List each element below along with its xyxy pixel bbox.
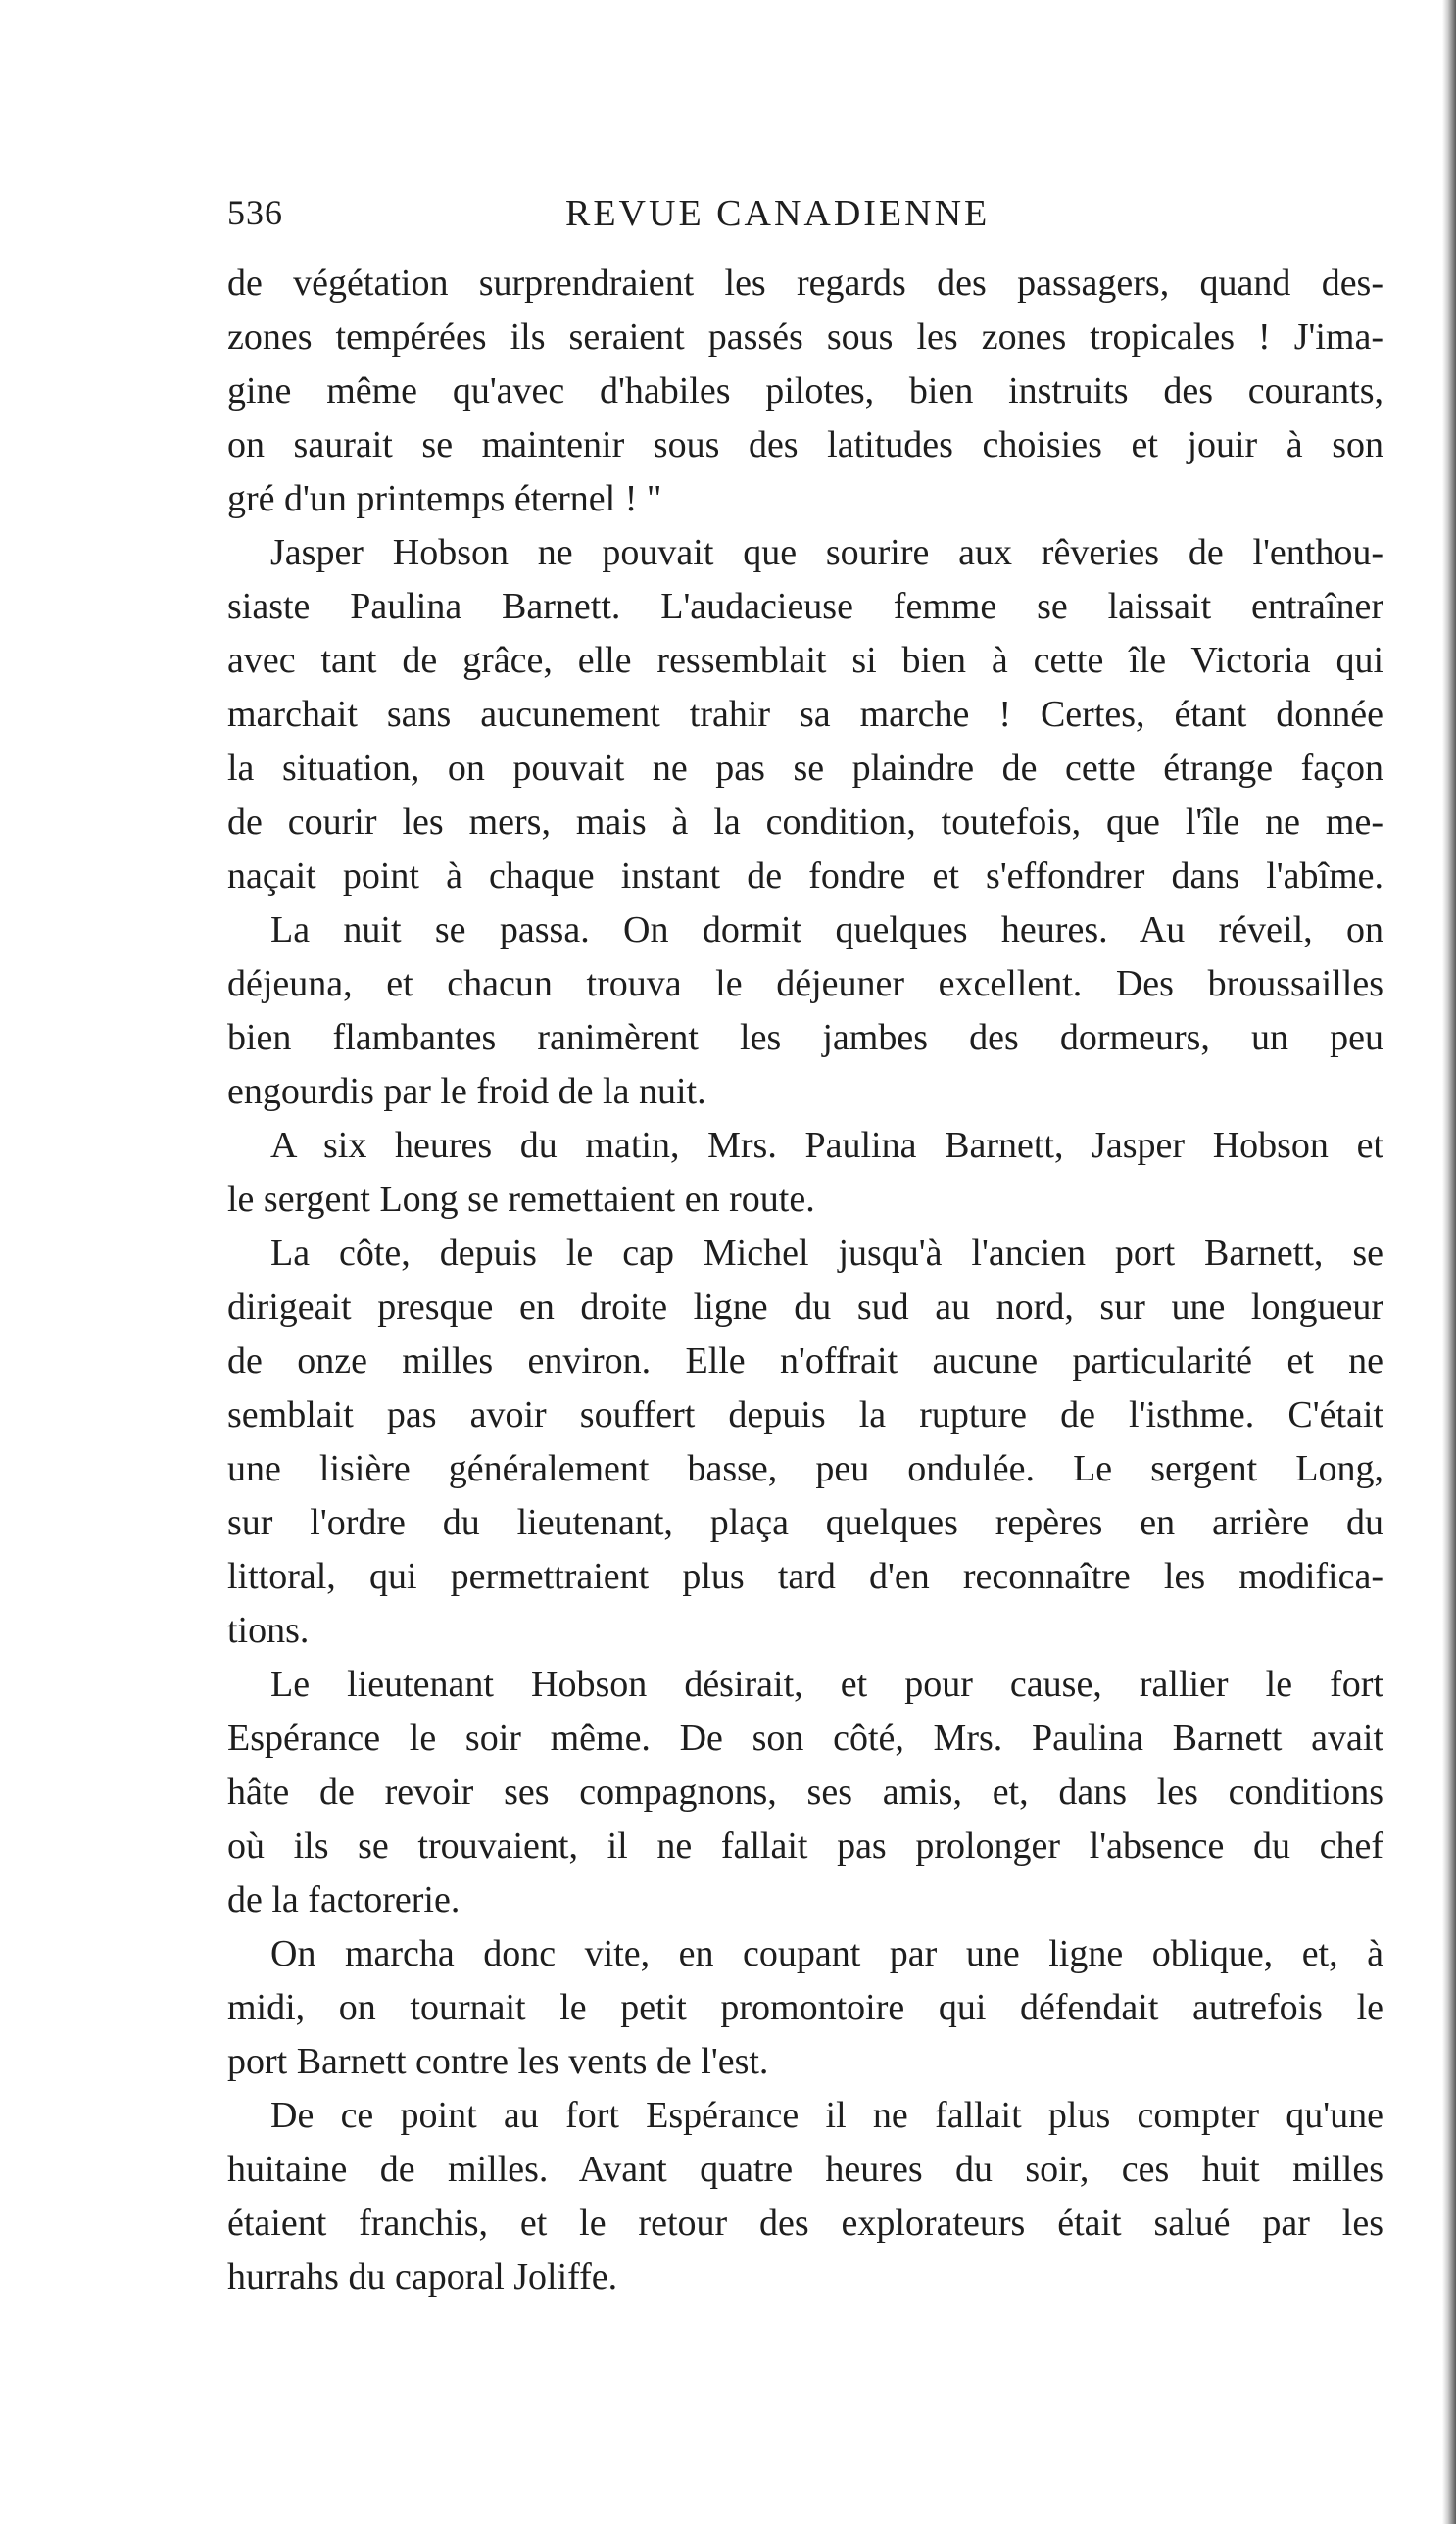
text-line: bien flambantes ranimèrent les jambes des dormeurs, un peu bbox=[227, 1017, 1383, 1058]
text-line: sur l'ordre du lieutenant, plaça quelques repères en arrière du bbox=[227, 1502, 1383, 1543]
text-line: siaste Paulina Barnett. L'audacieuse femme se laissait entraîner bbox=[227, 586, 1383, 627]
text-line: zones tempérées ils seraient passés sous les zones tropicales ! J'ima- bbox=[227, 316, 1383, 358]
text-line: De ce point au fort Espérance il ne fallait plus compter qu'une bbox=[270, 2095, 1383, 2136]
text-line: où ils se trouvaient, il ne fallait pas prolonger l'absence du chef bbox=[227, 1825, 1383, 1867]
text-line: Le lieutenant Hobson désirait, et pour cause, rallier le fort bbox=[270, 1664, 1383, 1705]
text-line: La nuit se passa. On dormit quelques heures. Au réveil, on bbox=[270, 909, 1383, 950]
text-line: naçait point à chaque instant de fondre et s'effondrer dans l'abîme. bbox=[227, 855, 1383, 897]
text-line: de onze milles environ. Elle n'offrait aucune particularité et ne bbox=[227, 1340, 1383, 1382]
text-line: Espérance le soir même. De son côté, Mrs. Paulina Barnett avait bbox=[227, 1718, 1383, 1759]
text-line: de la factorerie. bbox=[227, 1879, 461, 1920]
text-line: marchait sans aucunement trahir sa marche ! Certes, étant donnée bbox=[227, 694, 1383, 735]
body-text bbox=[227, 257, 1383, 2305]
text-line: gré d'un printemps éternel ! " bbox=[227, 478, 662, 519]
text-line: dirigeait presque en droite ligne du sud au nord, sur une longueur bbox=[227, 1286, 1383, 1328]
text-line: midi, on tournait le petit promontoire qui défendait autrefois le bbox=[227, 1987, 1383, 2028]
text-line: engourdis par le froid de la nuit. bbox=[227, 1071, 706, 1112]
text-line: Jasper Hobson ne pouvait que sourire aux rêveries de l'enthou- bbox=[270, 532, 1383, 573]
text-line: hâte de revoir ses compagnons, ses amis, et, dans les conditions bbox=[227, 1772, 1383, 1813]
journal-title: REVUE CANADIENNE bbox=[565, 193, 991, 234]
text-line: A six heures du matin, Mrs. Paulina Barnett, Jasper Hobson et bbox=[270, 1125, 1383, 1166]
text-line: une lisière généralement basse, peu ondulée. Le sergent Long, bbox=[227, 1448, 1383, 1489]
text-line: port Barnett contre les vents de l'est. bbox=[227, 2041, 769, 2082]
text-line: gine même qu'avec d'habiles pilotes, bien instruits des courants, bbox=[227, 370, 1383, 412]
text-line: étaient franchis, et le retour des explorateurs était salué par les bbox=[227, 2203, 1383, 2244]
running-head bbox=[227, 192, 1011, 251]
text-line: le sergent Long se remettaient en route. bbox=[227, 1179, 815, 1220]
text-line: littoral, qui permettraient plus tard d'en reconnaître les modifica- bbox=[227, 1556, 1383, 1597]
page-number: 536 bbox=[227, 193, 283, 232]
text-line: La côte, depuis le cap Michel jusqu'à l'ancien port Barnett, se bbox=[270, 1233, 1383, 1274]
text-line: avec tant de grâce, elle ressemblait si bien à cette île Victoria qui bbox=[227, 640, 1383, 681]
text-line: de courir les mers, mais à la condition, toutefois, que l'île ne me- bbox=[227, 801, 1383, 843]
text-line: on saurait se maintenir sous des latitudes choisies et jouir à son bbox=[227, 424, 1383, 465]
text-line: tions. bbox=[227, 1610, 310, 1651]
text-line: déjeuna, et chacun trouva le déjeuner excellent. Des broussailles bbox=[227, 963, 1383, 1004]
text-line: de végétation surprendraient les regards des passagers, quand des- bbox=[227, 263, 1383, 304]
text-line: semblait pas avoir souffert depuis la rupture de l'isthme. C'était bbox=[227, 1394, 1383, 1435]
text-line: hurrahs du caporal Joliffe. bbox=[227, 2257, 618, 2298]
text-line: la situation, on pouvait ne pas se plaindre de cette étrange façon bbox=[227, 748, 1383, 789]
text-line: On marcha donc vite, en coupant par une ligne oblique, et, à bbox=[270, 1933, 1383, 1974]
text-line: huitaine de milles. Avant quatre heures du soir, ces huit milles bbox=[227, 2149, 1383, 2190]
page-binding-edge bbox=[1442, 0, 1456, 2524]
